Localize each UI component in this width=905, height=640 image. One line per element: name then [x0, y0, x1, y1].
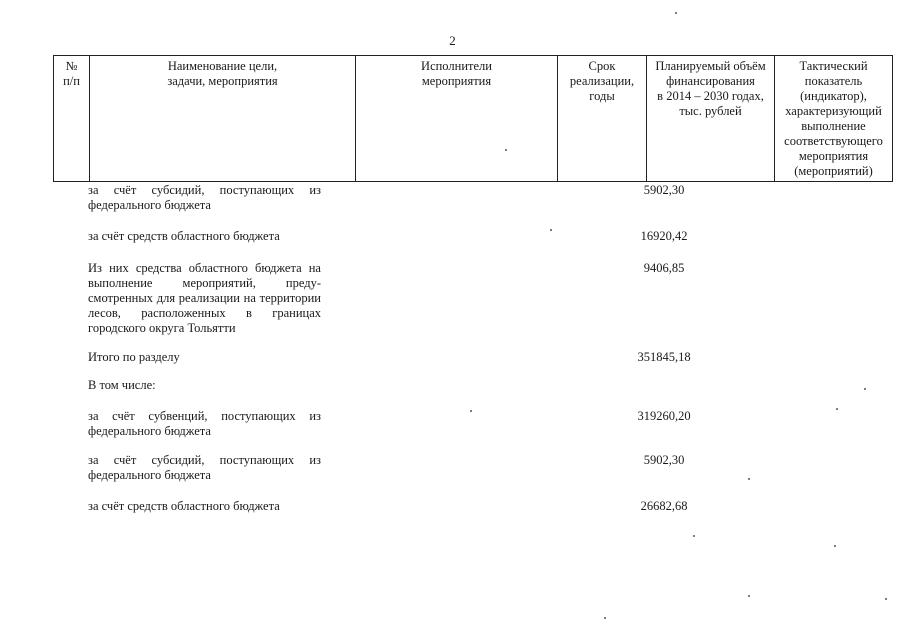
scan-speck: [864, 388, 866, 390]
row-description: Из них средства областного бюджета на выполнение мероприятий, преду-смотренных для реализации на территории лесов, расположенных в границах городского округа Тольятти: [88, 261, 321, 335]
column-header-funding: Планируемый объём финансирования в 2014 – 2030 годах, тыс. рублей: [647, 56, 775, 182]
page-number: 2: [449, 33, 456, 48]
scan-speck: [748, 478, 750, 480]
row-amount: 5902,30: [643, 453, 685, 467]
scan-speck: [675, 12, 677, 14]
scan-speck: [836, 408, 838, 410]
row-description: Итого по разделу: [88, 350, 180, 364]
row-amount: 319260,20: [637, 409, 691, 423]
row-amount: 26682,68: [640, 499, 688, 513]
scan-speck: [693, 535, 695, 537]
row-amount: 9406,85: [643, 261, 685, 275]
row-description: за счёт субсидий, поступающих из федерального бюджета: [88, 183, 321, 212]
row-description: за счёт средств областного бюджета: [88, 229, 280, 243]
row-description: за счёт субвенций, поступающих из федерального бюджета: [88, 409, 321, 438]
scan-speck: [834, 545, 836, 547]
scan-speck: [470, 410, 472, 412]
row-description: за счёт средств областного бюджета: [88, 499, 280, 513]
row-amount: 16920,42: [640, 229, 688, 243]
column-header-term: Срок реализации, годы: [558, 56, 647, 182]
column-header-executors: Исполнители мероприятия: [356, 56, 558, 182]
row-amount: 5902,30: [643, 183, 685, 197]
column-header-name: Наименование цели, задачи, мероприятия: [90, 56, 356, 182]
column-header-indicator: Тактический показатель (индикатор), характеризующий выполнение соответствующего мероприятия (мероприятий): [775, 56, 893, 182]
row-description: за счёт субсидий, поступающих из федерального бюджета: [88, 453, 321, 482]
row-amount: 351845,18: [637, 350, 691, 364]
scan-speck: [748, 595, 750, 597]
row-description: В том числе:: [88, 378, 156, 392]
scan-speck: [505, 149, 507, 151]
scan-speck: [550, 229, 552, 231]
scan-speck: [604, 617, 606, 619]
table-header: [53, 55, 893, 182]
scan-speck: [885, 598, 887, 600]
column-header-number: № п/п: [54, 56, 90, 182]
